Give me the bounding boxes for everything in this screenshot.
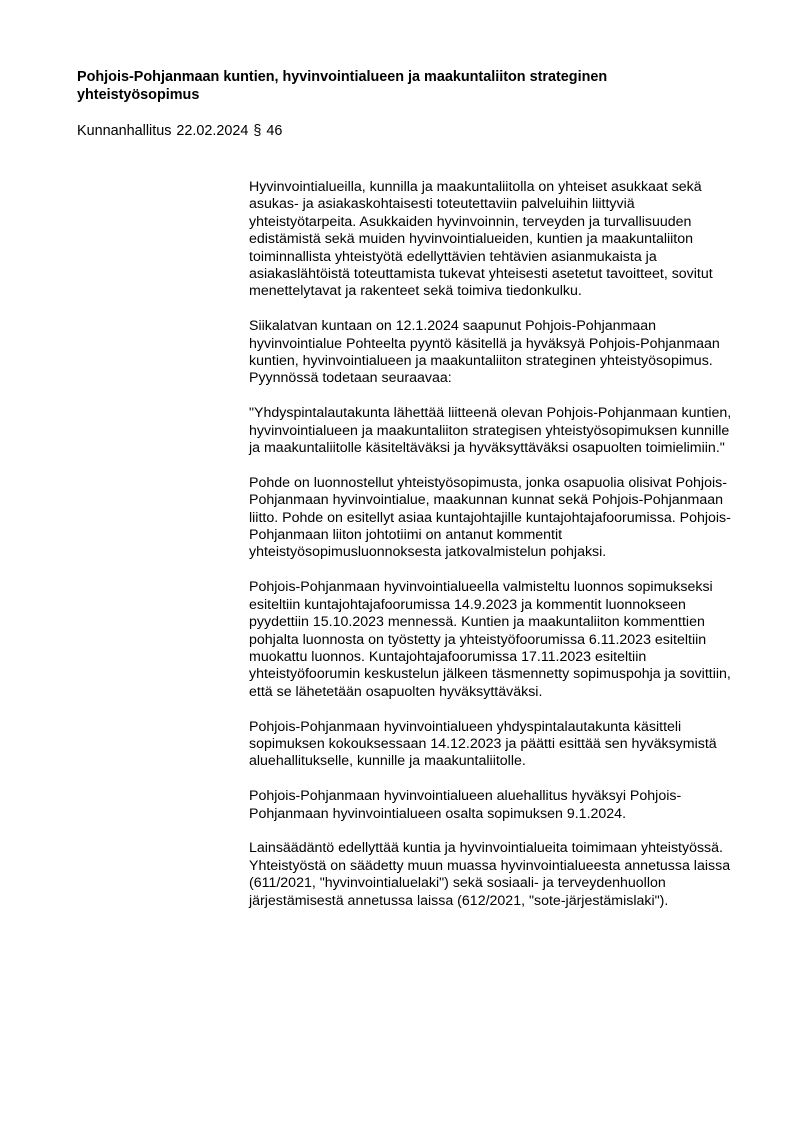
paragraph: Pohjois-Pohjanmaan hyvinvointialueella valmisteltu luonnos sopimukseksi esiteltiin kuntajohtajafoorumissa 14.9.2023 ja kommentit luonnokseen pyydettiin 15.10.2023 mennessä. Kuntien ja maakuntaliiton kommenttien pohjalta luonnosta on työstetty ja yhteistyöfoorumissa 6.11.2023 esiteltiin muokattu luonnos. Kuntajohtajafoorumissa 17.11.2023 esiteltiin yhteistyöfoorumin keskustelun jälkeen täsmennetty sopimuspohja ja sovittiin, että se lähetetään osapuolten hyväksyttäväksi. [249,579,731,700]
paragraph: Siikalatvan kuntaan on 12.1.2024 saapunut Pohjois-Pohjanmaan hyvinvointialue Pohteelta pyyntö käsitellä ja hyväksyä Pohjois-Pohjanmaan kuntien, hyvinvointialueen ja maakuntaliiton strateginen yhteistyösopimus. Pyynnössä todetaan seuraavaa: [249,318,720,387]
meeting-reference: Kunnanhallitus 22.02.2024 § 46 [77,123,283,139]
document-title: Pohjois-Pohjanmaan kuntien, hyvinvointialueen ja maakuntaliiton strateginen yhteistyösopimus [77,69,608,103]
paragraph: Hyvinvointialueilla, kunnilla ja maakuntaliitolla on yhteiset asukkaat sekä asukas- ja asiakaskohtaisesti toteutettaviin palveluihin liittyviä yhteistyötarpeita. Asukkaiden hyvinvoinnin, terveyden ja turvallisuuden edistämistä sekä muiden hyvinvointialueiden, kuntien ja maakuntaliiton toiminnallista yhteistyötä edellyttävien tehtävien asianmukaista ja asiakaslähtöistä toteuttamista tukevat yhteisesti asetetut tavoitteet, sovitut menettelytavat ja rakenteet sekä toimiva tiedonkulku. [249,179,713,300]
paragraph: Pohjois-Pohjanmaan hyvinvointialueen aluehallitus hyväksyi Pohjois-Pohjanmaan hyvinvointialueen osalta sopimuksen 9.1.2024. [249,788,682,822]
paragraph: "Yhdyspintalautakunta lähettää liitteenä olevan Pohjois-Pohjanmaan kuntien, hyvinvointialueen ja maakuntaliiton strategisen yhteistyösopimuksen kunnille ja maakuntaliitolle käsiteltäväksi ja hyväksyttäväksi osapuolten toimielimiin." [249,405,732,457]
paragraph: Lainsäädäntö edellyttää kuntia ja hyvinvointialueita toimimaan yhteistyössä. Yhteistyöstä on säädetty muun muassa hyvinvointialueesta annetussa laissa (611/2021, "hyvinvointialuelaki") sekä sosiaali- ja terveydenhuollon järjestämisestä annetussa laissa (612/2021, "sote-järjestämislaki"). [249,840,731,909]
document-body [249,179,741,927]
paragraph: Pohjois-Pohjanmaan hyvinvointialueen yhdyspintalautakunta käsitteli sopimuksen kokouksessaan 14.12.2023 ja päätti esittää sen hyväksymistä aluehallitukselle, kunnille ja maakuntaliitolle. [249,718,717,770]
paragraph: Pohde on luonnostellut yhteistyösopimusta, jonka osapuolia olisivat Pohjois-Pohjanmaan hyvinvointialue, maakunnan kunnat sekä Pohjois-Pohjanmaan liitto. Pohde on esitellyt asiaa kuntajohtajille kuntajohtajafoorumissa. Pohjois-Pohjanmaan liiton johtotiimi on antanut kommentit yhteistyösopimusluonnoksesta jatkovalmistelun pohjaksi. [249,474,731,561]
